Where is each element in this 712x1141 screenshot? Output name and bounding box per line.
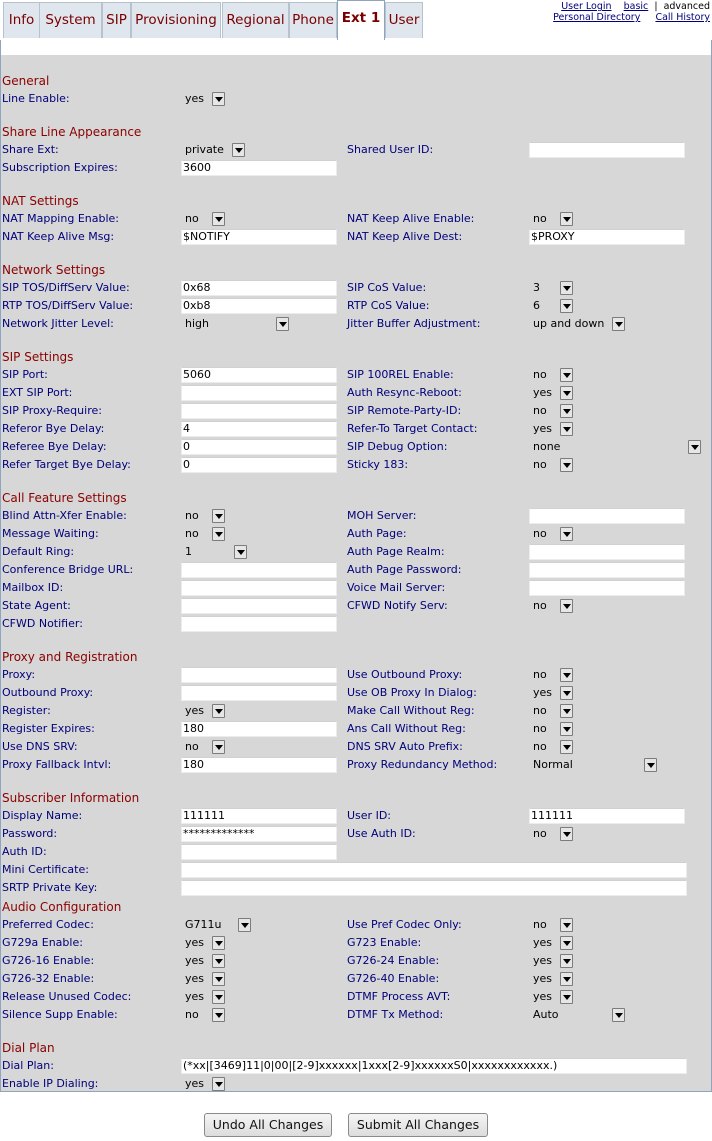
chevron-down-icon[interactable] xyxy=(212,92,225,106)
referor-bye-delay-field[interactable]: 4 xyxy=(181,421,337,437)
select-value: 1 xyxy=(185,545,192,558)
auth-page-password-label: Auth Page Password: xyxy=(347,563,462,576)
chevron-down-icon[interactable] xyxy=(560,368,573,382)
select-value: Normal xyxy=(533,758,573,771)
ans-call-without-reg-select[interactable] xyxy=(529,721,573,737)
sip-100rel-enable-select[interactable] xyxy=(529,367,573,383)
select-value: no xyxy=(533,918,547,931)
select-value: no xyxy=(533,404,547,417)
auth-resync-reboot-label: Auth Resync-Reboot: xyxy=(347,386,462,399)
chevron-down-icon[interactable] xyxy=(560,527,573,541)
setting-row xyxy=(1,702,711,720)
use-outbound-proxy-label: Use Outbound Proxy: xyxy=(347,668,463,681)
chevron-down-icon[interactable] xyxy=(560,954,573,968)
sip-cos-value-select[interactable] xyxy=(529,280,573,296)
setting-row xyxy=(1,297,711,315)
sticky-183-select[interactable] xyxy=(529,457,573,473)
tab-provisioning[interactable]: Provisioning xyxy=(131,2,221,38)
setting-row xyxy=(1,579,711,597)
chevron-down-icon[interactable] xyxy=(560,212,573,226)
select-value: no xyxy=(533,668,547,681)
cfwd-notifier-field[interactable] xyxy=(181,616,337,632)
tab-user[interactable]: User xyxy=(385,2,423,38)
chevron-down-icon[interactable] xyxy=(212,212,225,226)
panel-top-strip xyxy=(1,40,711,55)
auth-id-field[interactable] xyxy=(181,844,337,860)
line-enable-label: Line Enable: xyxy=(2,92,70,105)
outbound-proxy-field[interactable] xyxy=(181,685,337,701)
proxy-field[interactable] xyxy=(181,667,337,683)
g726-24-enable-label: G726-24 Enable: xyxy=(347,954,440,967)
use-auth-id-select[interactable] xyxy=(529,826,573,842)
personal-directory-link[interactable]: Personal Directory xyxy=(553,12,641,23)
silence-supp-enable-label: Silence Supp Enable: xyxy=(2,1008,118,1021)
setting-row xyxy=(1,402,711,420)
setting-row xyxy=(1,934,711,952)
ext-sip-port-field[interactable] xyxy=(181,385,337,401)
cfwd-notify-serv-select[interactable] xyxy=(529,598,573,614)
setting-row xyxy=(1,988,711,1006)
use-auth-id-label: Use Auth ID: xyxy=(347,827,416,840)
top-links xyxy=(553,1,710,23)
select-value: no xyxy=(185,527,199,540)
sip-proxy-require-label: SIP Proxy-Require: xyxy=(2,404,102,417)
section-title-sip-settings: SIP Settings xyxy=(2,350,74,364)
mini-certificate-field[interactable] xyxy=(181,862,687,878)
mailbox-id-field[interactable] xyxy=(181,580,337,596)
select-value: 6 xyxy=(533,299,540,312)
chevron-down-icon[interactable] xyxy=(212,704,225,718)
sip-cos-value-label: SIP CoS Value: xyxy=(347,281,427,294)
select-value: yes xyxy=(533,936,553,949)
network-jitter-level-label: Network Jitter Level: xyxy=(2,317,114,330)
jitter-buffer-adjustment-select[interactable] xyxy=(529,316,625,332)
voice-mail-server-label: Voice Mail Server: xyxy=(347,581,446,594)
tab-ext-1[interactable]: Ext 1 xyxy=(337,0,385,41)
sip-remote-party-id-label: SIP Remote-Party-ID: xyxy=(347,404,462,417)
ans-call-without-reg-label: Ans Call Without Reg: xyxy=(347,722,466,735)
select-value: yes xyxy=(185,1077,205,1090)
refer-to-target-contact-label: Refer-To Target Contact: xyxy=(347,422,478,435)
tab-sip[interactable]: SIP xyxy=(102,2,131,38)
moh-server-field[interactable] xyxy=(529,508,685,524)
release-unused-codec-select[interactable] xyxy=(181,989,225,1005)
register-label: Register: xyxy=(2,704,51,717)
register-select[interactable] xyxy=(181,703,225,719)
g723-enable-label: G723 Enable: xyxy=(347,936,422,949)
srtp-private-key-label: SRTP Private Key: xyxy=(2,881,98,894)
nat-keep-alive-dest-field[interactable]: $PROXY xyxy=(529,229,685,245)
setting-row xyxy=(1,159,711,177)
select-value: no xyxy=(533,212,547,225)
chevron-down-icon[interactable] xyxy=(560,740,573,754)
setting-row xyxy=(1,756,711,774)
select-value: no xyxy=(533,527,547,540)
use-pref-codec-only-select[interactable] xyxy=(529,917,573,933)
advanced-label: advanced xyxy=(663,1,710,12)
select-value: no xyxy=(185,212,199,225)
conference-bridge-url-label: Conference Bridge URL: xyxy=(2,563,134,576)
chevron-down-icon[interactable] xyxy=(612,317,625,331)
nat-keep-alive-msg-label: NAT Keep Alive Msg: xyxy=(2,230,115,243)
section-title-nat-settings: NAT Settings xyxy=(2,194,79,208)
chevron-down-icon[interactable] xyxy=(560,990,573,1004)
select-value: yes xyxy=(533,972,553,985)
dial-plan-label: Dial Plan: xyxy=(2,1059,54,1072)
default-ring-label: Default Ring: xyxy=(2,545,75,558)
state-agent-label: State Agent: xyxy=(2,599,71,612)
chevron-down-icon[interactable] xyxy=(212,740,225,754)
select-value: no xyxy=(533,458,547,471)
select-value: yes xyxy=(185,954,205,967)
chevron-down-icon[interactable] xyxy=(212,990,225,1004)
chevron-down-icon[interactable] xyxy=(560,936,573,950)
chevron-down-icon[interactable] xyxy=(212,936,225,950)
dtmf-process-avt-label: DTMF Process AVT: xyxy=(347,990,451,1003)
setting-row xyxy=(1,141,711,159)
voice-mail-server-field[interactable] xyxy=(529,580,685,596)
shared-user-id-label: Shared User ID: xyxy=(347,143,434,156)
chevron-down-icon[interactable] xyxy=(560,281,573,295)
chevron-down-icon[interactable] xyxy=(234,545,247,559)
g726-40-enable-label: G726-40 Enable: xyxy=(347,972,440,985)
setting-row xyxy=(1,456,711,474)
nat-keep-alive-dest-label: NAT Keep Alive Dest: xyxy=(347,230,463,243)
nat-mapping-enable-label: NAT Mapping Enable: xyxy=(2,212,119,225)
proxy-fallback-intvl-field[interactable]: 180 xyxy=(181,757,337,773)
use-ob-proxy-in-dialog-select[interactable] xyxy=(529,685,573,701)
g729a-enable-label: G729a Enable: xyxy=(2,936,83,949)
setting-row xyxy=(1,1057,711,1075)
srtp-private-key-field[interactable] xyxy=(181,880,687,896)
setting-row xyxy=(1,952,711,970)
jitter-buffer-adjustment-label: Jitter Buffer Adjustment: xyxy=(347,317,481,330)
setting-row xyxy=(1,970,711,988)
message-waiting-select[interactable] xyxy=(181,526,225,542)
g726-24-enable-select[interactable] xyxy=(529,953,573,969)
select-value: no xyxy=(185,1008,199,1021)
select-value: yes xyxy=(533,686,553,699)
sip-remote-party-id-select[interactable] xyxy=(529,403,573,419)
sip-port-label: SIP Port: xyxy=(2,368,48,381)
chevron-down-icon[interactable] xyxy=(560,299,573,313)
blind-attn-xfer-enable-select[interactable] xyxy=(181,508,225,524)
nat-keep-alive-enable-label: NAT Keep Alive Enable: xyxy=(347,212,475,225)
select-value: yes xyxy=(185,990,205,1003)
g726-32-enable-label: G726-32 Enable: xyxy=(2,972,95,985)
referor-bye-delay-label: Referor Bye Delay: xyxy=(2,422,105,435)
sip-tos-diffserv-value-field[interactable]: 0x68 xyxy=(181,280,337,296)
referee-bye-delay-label: Referee Bye Delay: xyxy=(2,440,107,453)
chevron-down-icon[interactable] xyxy=(560,918,573,932)
select-value: no xyxy=(533,704,547,717)
select-value: private xyxy=(185,143,224,156)
chevron-down-icon[interactable] xyxy=(276,317,289,331)
setting-row xyxy=(1,666,711,684)
select-value: G711u xyxy=(185,918,222,931)
section-title-proxy-and-registration: Proxy and Registration xyxy=(2,650,138,664)
referee-bye-delay-field[interactable]: 0 xyxy=(181,439,337,455)
setting-row xyxy=(1,738,711,756)
section-title-dial-plan: Dial Plan xyxy=(2,1041,55,1055)
auth-resync-reboot-select[interactable] xyxy=(529,385,573,401)
section-title-subscriber-information: Subscriber Information xyxy=(2,791,140,805)
setting-row xyxy=(1,384,711,402)
select-value: yes xyxy=(533,422,553,435)
auth-page-realm-label: Auth Page Realm: xyxy=(347,545,445,558)
g726-32-enable-select[interactable] xyxy=(181,971,225,987)
chevron-down-icon[interactable] xyxy=(560,422,573,436)
undo-all-changes-button[interactable]: Undo All Changes xyxy=(204,1113,332,1137)
setting-row xyxy=(1,315,711,333)
use-outbound-proxy-select[interactable] xyxy=(529,667,573,683)
rtp-tos-diffserv-value-field[interactable]: 0xb8 xyxy=(181,298,337,314)
setting-row xyxy=(1,228,711,246)
use-pref-codec-only-label: Use Pref Codec Only: xyxy=(347,918,462,931)
user-id-label: User ID: xyxy=(347,809,391,822)
select-value: no xyxy=(185,740,199,753)
tab-system[interactable]: System xyxy=(39,2,102,38)
mini-certificate-label: Mini Certificate: xyxy=(2,863,89,876)
password-label: Password: xyxy=(2,827,58,840)
setting-row xyxy=(1,843,711,861)
chevron-down-icon[interactable] xyxy=(560,686,573,700)
line-enable-select[interactable] xyxy=(181,91,225,107)
dns-srv-auto-prefix-select[interactable] xyxy=(529,739,573,755)
select-value: no xyxy=(185,509,199,522)
chevron-down-icon[interactable] xyxy=(560,704,573,718)
cfwd-notify-serv-label: CFWD Notify Serv: xyxy=(347,599,448,612)
setting-row xyxy=(1,420,711,438)
sip-debug-option-label: SIP Debug Option: xyxy=(347,440,448,453)
sip-debug-option-select[interactable] xyxy=(529,439,701,455)
use-dns-srv-select[interactable] xyxy=(181,739,225,755)
chevron-down-icon[interactable] xyxy=(238,918,251,932)
user-id-field[interactable]: 111111 xyxy=(529,808,685,824)
release-unused-codec-label: Release Unused Codec: xyxy=(2,990,132,1003)
ext-sip-port-label: EXT SIP Port: xyxy=(2,386,73,399)
setting-row xyxy=(1,543,711,561)
refer-target-bye-delay-field[interactable]: 0 xyxy=(181,457,337,473)
make-call-without-reg-label: Make Call Without Reg: xyxy=(347,704,475,717)
nat-keep-alive-enable-select[interactable] xyxy=(529,211,573,227)
submit-all-changes-button[interactable]: Submit All Changes xyxy=(348,1113,488,1137)
select-value: no xyxy=(533,599,547,612)
select-value: yes xyxy=(185,972,205,985)
g729a-enable-select[interactable] xyxy=(181,935,225,951)
chevron-down-icon[interactable] xyxy=(560,404,573,418)
setting-row xyxy=(1,366,711,384)
nat-keep-alive-msg-field[interactable]: $NOTIFY xyxy=(181,229,337,245)
share-ext-label: Share Ext: xyxy=(2,143,59,156)
auth-page-realm-field[interactable] xyxy=(529,544,685,560)
chevron-down-icon[interactable] xyxy=(612,1008,625,1022)
display-name-field[interactable]: 111111 xyxy=(181,808,337,824)
subscription-expires-field[interactable]: 3600 xyxy=(181,160,337,176)
call-history-link[interactable]: Call History xyxy=(655,12,710,23)
select-value: yes xyxy=(533,386,553,399)
setting-row xyxy=(1,807,711,825)
link-separator: | xyxy=(654,1,658,12)
select-value: yes xyxy=(533,990,553,1003)
conference-bridge-url-field[interactable] xyxy=(181,562,337,578)
dtmf-tx-method-select[interactable] xyxy=(529,1007,625,1023)
setting-row xyxy=(1,684,711,702)
chevron-down-icon[interactable] xyxy=(232,143,245,157)
proxy-fallback-intvl-label: Proxy Fallback Intvl: xyxy=(2,758,112,771)
sip-100rel-enable-label: SIP 100REL Enable: xyxy=(347,368,454,381)
setting-row xyxy=(1,1075,711,1093)
select-value: yes xyxy=(185,92,205,105)
settings-panel xyxy=(0,40,712,1092)
setting-row xyxy=(1,210,711,228)
rtp-tos-diffserv-value-label: RTP TOS/DiffServ Value: xyxy=(2,299,134,312)
sip-tos-diffserv-value-label: SIP TOS/DiffServ Value: xyxy=(2,281,130,294)
chevron-down-icon[interactable] xyxy=(644,758,657,772)
outbound-proxy-label: Outbound Proxy: xyxy=(2,686,94,699)
select-value: high xyxy=(185,317,209,330)
select-value: none xyxy=(533,440,561,453)
display-name-label: Display Name: xyxy=(2,809,83,822)
dtmf-process-avt-select[interactable] xyxy=(529,989,573,1005)
section-title-general: General xyxy=(2,74,50,88)
g726-16-enable-label: G726-16 Enable: xyxy=(2,954,95,967)
share-ext-select[interactable] xyxy=(181,142,245,158)
register-expires-label: Register Expires: xyxy=(2,722,95,735)
refer-target-bye-delay-label: Refer Target Bye Delay: xyxy=(2,458,131,471)
chevron-down-icon[interactable] xyxy=(212,527,225,541)
proxy-redundancy-method-label: Proxy Redundancy Method: xyxy=(347,758,498,771)
chevron-down-icon[interactable] xyxy=(560,386,573,400)
preferred-codec-label: Preferred Codec: xyxy=(2,918,94,931)
use-dns-srv-label: Use DNS SRV: xyxy=(2,740,78,753)
rtp-cos-value-select[interactable] xyxy=(529,298,573,314)
select-value: yes xyxy=(185,704,205,717)
refer-to-target-contact-select[interactable] xyxy=(529,421,573,437)
setting-row xyxy=(1,1006,711,1024)
cfwd-notifier-label: CFWD Notifier: xyxy=(2,617,83,630)
nat-mapping-enable-select[interactable] xyxy=(181,211,225,227)
state-agent-field[interactable] xyxy=(181,598,337,614)
sip-port-field[interactable]: 5060 xyxy=(181,367,337,383)
auth-page-select[interactable] xyxy=(529,526,573,542)
basic-link[interactable]: basic xyxy=(623,1,649,12)
setting-row xyxy=(1,861,711,879)
section-title-call-feature-settings: Call Feature Settings xyxy=(2,491,127,505)
message-waiting-label: Message Waiting: xyxy=(2,527,99,540)
sip-proxy-require-field[interactable] xyxy=(181,403,337,419)
select-value: no xyxy=(533,740,547,753)
section-title-network-settings: Network Settings xyxy=(2,263,106,277)
select-value: Auto xyxy=(533,1008,559,1021)
chevron-down-icon[interactable] xyxy=(212,972,225,986)
select-value: yes xyxy=(185,936,205,949)
setting-row xyxy=(1,561,711,579)
select-value: no xyxy=(533,827,547,840)
dtmf-tx-method-label: DTMF Tx Method: xyxy=(347,1008,444,1021)
section-title-audio-configuration: Audio Configuration xyxy=(2,900,122,914)
tab-info[interactable]: Info xyxy=(3,2,40,38)
setting-row xyxy=(1,879,711,897)
select-value: no xyxy=(533,722,547,735)
chevron-down-icon[interactable] xyxy=(560,458,573,472)
setting-row xyxy=(1,438,711,456)
mailbox-id-label: Mailbox ID: xyxy=(2,581,64,594)
proxy-label: Proxy: xyxy=(2,668,36,681)
chevron-down-icon[interactable] xyxy=(560,722,573,736)
register-expires-field[interactable]: 180 xyxy=(181,721,337,737)
chevron-down-icon[interactable] xyxy=(212,1077,225,1091)
setting-row xyxy=(1,279,711,297)
chevron-down-icon[interactable] xyxy=(560,668,573,682)
silence-supp-enable-select[interactable] xyxy=(181,1007,225,1023)
password-field[interactable]: ************* xyxy=(181,826,337,842)
tab-phone[interactable]: Phone xyxy=(289,2,337,38)
setting-row xyxy=(1,615,711,633)
enable-ip-dialing-select[interactable] xyxy=(181,1076,225,1092)
g726-40-enable-select[interactable] xyxy=(529,971,573,987)
user-login-link[interactable]: User Login xyxy=(561,1,612,12)
setting-row xyxy=(1,825,711,843)
enable-ip-dialing-label: Enable IP Dialing: xyxy=(2,1077,99,1090)
setting-row xyxy=(1,507,711,525)
setting-row xyxy=(1,597,711,615)
setting-row xyxy=(1,916,711,934)
preferred-codec-select[interactable] xyxy=(181,917,251,933)
network-jitter-level-select[interactable] xyxy=(181,316,289,332)
moh-server-label: MOH Server: xyxy=(347,509,417,522)
default-ring-select[interactable] xyxy=(181,544,247,560)
rtp-cos-value-label: RTP CoS Value: xyxy=(347,299,430,312)
section-title-share-line-appearance: Share Line Appearance xyxy=(2,125,142,139)
select-value: no xyxy=(533,368,547,381)
setting-row xyxy=(1,90,711,108)
proxy-redundancy-method-select[interactable] xyxy=(529,757,657,773)
chevron-down-icon[interactable] xyxy=(212,1008,225,1022)
chevron-down-icon[interactable] xyxy=(212,509,225,523)
chevron-down-icon[interactable] xyxy=(560,972,573,986)
tab-regional[interactable]: Regional xyxy=(222,2,289,38)
chevron-down-icon[interactable] xyxy=(688,440,701,454)
subscription-expires-label: Subscription Expires: xyxy=(2,161,118,174)
make-call-without-reg-select[interactable] xyxy=(529,703,573,719)
chevron-down-icon[interactable] xyxy=(560,827,573,841)
chevron-down-icon[interactable] xyxy=(212,954,225,968)
auth-id-label: Auth ID: xyxy=(2,845,47,858)
dns-srv-auto-prefix-label: DNS SRV Auto Prefix: xyxy=(347,740,463,753)
auth-page-label: Auth Page: xyxy=(347,527,407,540)
select-value: up and down xyxy=(533,317,605,330)
shared-user-id-field[interactable] xyxy=(529,142,685,158)
setting-row xyxy=(1,525,711,543)
auth-page-password-field[interactable] xyxy=(529,562,685,578)
g726-16-enable-select[interactable] xyxy=(181,953,225,969)
blind-attn-xfer-enable-label: Blind Attn-Xfer Enable: xyxy=(2,509,127,522)
select-value: 3 xyxy=(533,281,540,294)
sticky-183-label: Sticky 183: xyxy=(347,458,409,471)
chevron-down-icon[interactable] xyxy=(560,599,573,613)
use-ob-proxy-in-dialog-label: Use OB Proxy In Dialog: xyxy=(347,686,477,699)
select-value: yes xyxy=(533,954,553,967)
dial-plan-field[interactable]: (*xx|[3469]11|0|00|[2-9]xxxxxx|1xxx[2-9]xxxxxxS0|xxxxxxxxxxxx.) xyxy=(181,1058,687,1074)
g723-enable-select[interactable] xyxy=(529,935,573,951)
setting-row xyxy=(1,720,711,738)
